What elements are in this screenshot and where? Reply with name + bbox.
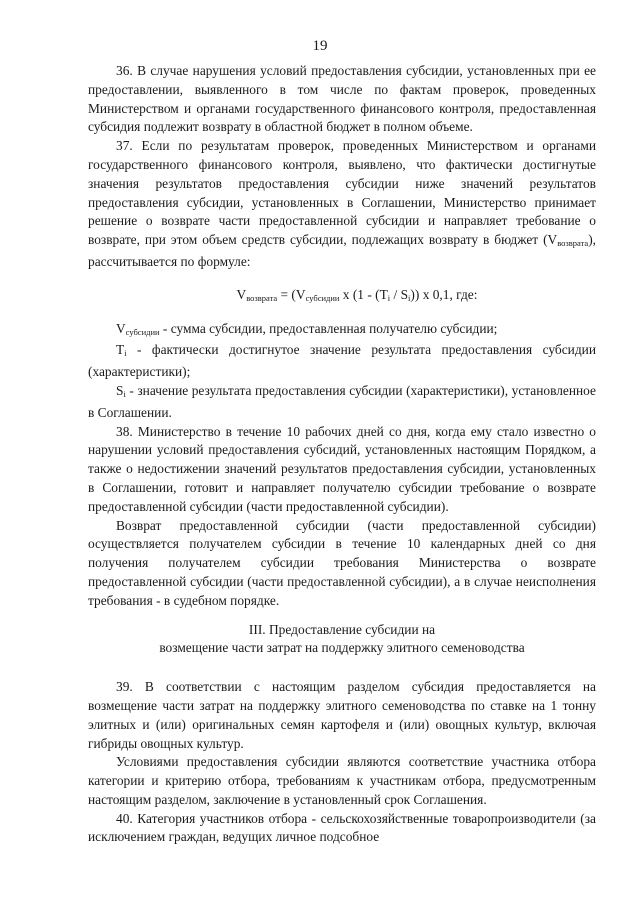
- definition-v-text: - сумма субсидии, предоставленная получателю субсидии;: [159, 320, 498, 336]
- page-number: 19: [312, 38, 328, 54]
- definition-s-symbol: S: [116, 382, 124, 398]
- formula-slash: / S: [390, 286, 409, 302]
- definition-t-sub: i: [124, 348, 127, 359]
- document-body: [88, 62, 596, 847]
- definition-t-symbol: T: [116, 342, 125, 358]
- paragraph-40: 40. Категория участников отбора - сельскохозяйственные товаропроизводители (за исключением граждан, ведущих личное подсобное: [88, 810, 596, 845]
- formula-v: V: [236, 286, 247, 302]
- definition-t-text: - фактически достигнутое значение результата предоставления субсидии (характеристики);: [88, 342, 596, 380]
- paragraph-37-text: 37. Если по результатам проверок, проведенных Министерством и органами государственного финансового контроля, выявлено, что фактически достигнутые значения результатов предоставления субсидии ниже значений результатов предоставления субсидии, установленных в Соглашении, Министерство принимает решение о возврате части предоставленной субсидии и направляет требование о возврате, при этом объем средств субсидии, подлежащих возврату в бюджет (V: [88, 138, 596, 248]
- paragraph-37-tail: ), рассчитывается по формуле:: [88, 232, 596, 269]
- paragraph-38: 38. Министерство в течение 10 рабочих дней со дня, когда ему стало известно о нарушении условий предоставления субсидий, установленных настоящим Порядком, а также о недостижении значений результатов предоставления субсидии, установленных в Соглашении, готовит и направляет получателю субсидии требование о возврате предоставленной субсидии (части предоставленной субсидии).: [88, 423, 596, 514]
- formula-ti-sub: i: [387, 292, 391, 303]
- definition-v-subsidy: [88, 320, 596, 342]
- paragraph-37: [88, 137, 596, 272]
- spacer: [88, 611, 596, 621]
- paragraph-conditions: Условиями предоставления субсидии являются соответствие участника отбора категории и критерию отбора, требованиям к участникам отбора, предусмотренным настоящим разделом, заключение в установленный срок Соглашения.: [88, 754, 596, 807]
- paragraph-36: 36. В случае нарушения условий предоставления субсидии, установленных при ее предоставлении, выявленного в том числе по фактам проверок, проведенных Министерством и органами государственного финансового контроля, предоставленная субсидия подлежит возврату в областной бюджет в полном объеме.: [88, 63, 596, 135]
- refund-formula: [88, 286, 596, 308]
- definition-v-sub: субсидии: [125, 326, 160, 337]
- paragraph-39: 39. В соответствии с настоящим разделом субсидия предоставляется на возмещение части затрат на поддержку элитного семеноводства по ставке на 1 тонну элитных и (или) оригинальных семян картофеля и (или) овощных культур, включая гибриды овощных культур.: [88, 679, 596, 751]
- formula-mid: x (1 - (T: [339, 286, 388, 302]
- formula-v-sub: возврата: [246, 292, 278, 303]
- paragraph-37-subscript: возврата: [557, 238, 589, 249]
- definition-s-text: - значение результата предоставления субсидии (характеристики), установленное в Соглашении.: [88, 382, 596, 420]
- section-heading-line-2: возмещение части затрат на поддержку элитного семеноводства: [159, 640, 525, 656]
- definition-s-sub: i: [123, 388, 126, 399]
- formula-vs-sub: субсидии: [305, 292, 340, 303]
- formula-end: )) x 0,1, где:: [410, 286, 478, 302]
- definition-s: [88, 382, 596, 423]
- section-heading-line-1: III. Предоставление субсидии на: [248, 621, 436, 637]
- spacer: [88, 658, 596, 678]
- definition-v-symbol: V: [116, 320, 126, 336]
- definition-t: [88, 341, 596, 382]
- formula-eq: = (V: [277, 286, 306, 302]
- paragraph-return: Возврат предоставленной субсидии (части предоставленной субсидии) осуществляется получателем субсидии в течение 10 календарных дней со дня получения получателем субсидии требования Министерства о возврате предоставленной субсидии (части предоставленной субсидии), а в случае неисполнения требования - в судебном порядке.: [88, 517, 596, 608]
- formula-si-sub: i: [408, 292, 411, 303]
